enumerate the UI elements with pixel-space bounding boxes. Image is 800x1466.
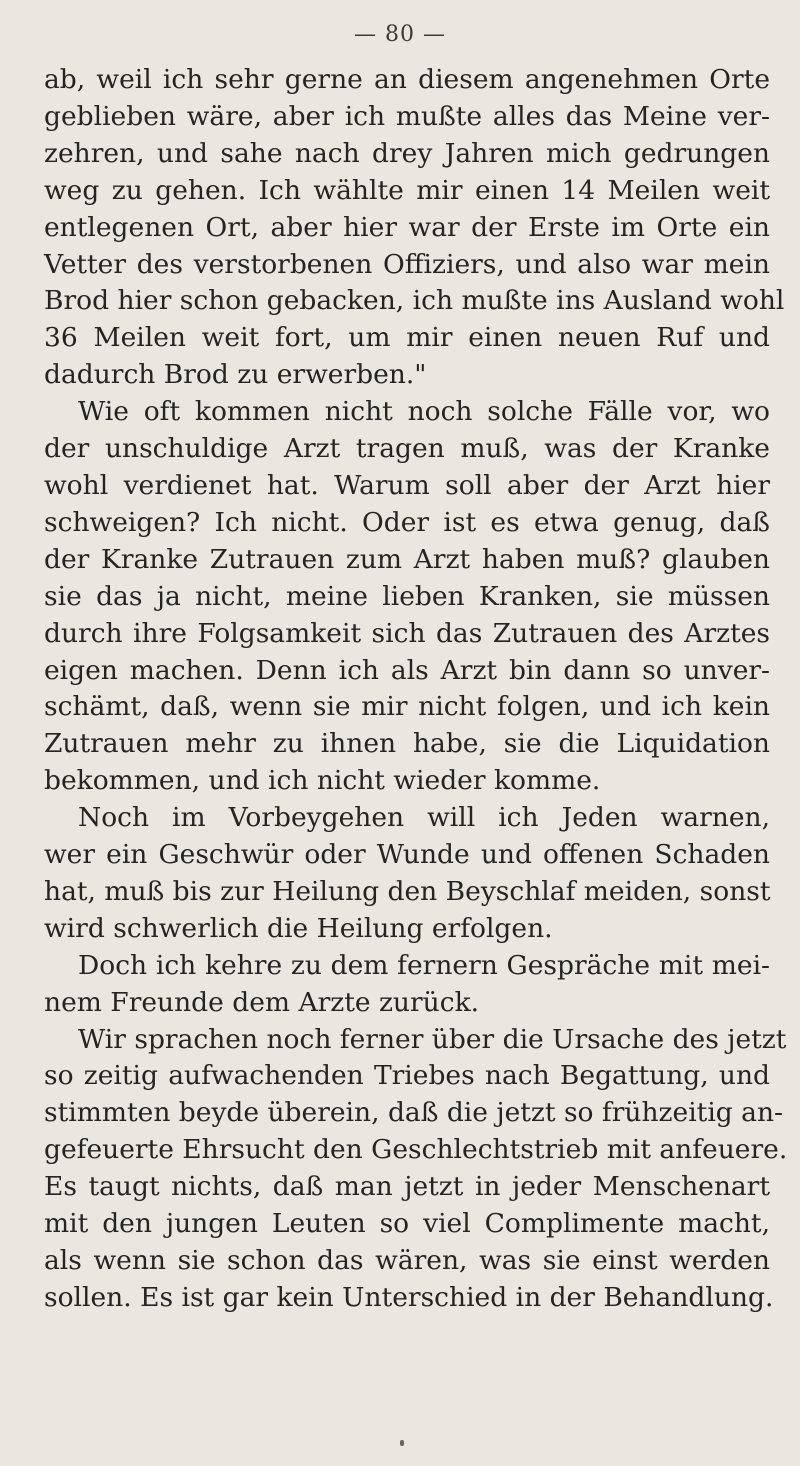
text-line: dadurch Brod zu erwerben."	[44, 359, 427, 391]
text-line: nem Freunde dem Arzte zurück.	[44, 986, 480, 1018]
text-line: weg zu gehen. Ich wählte mir einen 14 Meilen weit	[44, 174, 770, 206]
text-line: gefeuerte Ehrsucht den Geschlechtstrieb mit anfeuere.	[44, 1134, 788, 1166]
text-line: stimmten beyde überein, daß die jetzt so frühzeitig an-	[44, 1097, 783, 1129]
text-line: durch ihre Folgsamkeit sich das Zutrauen des Arztes	[44, 617, 770, 649]
text-line: zehren, und sahe nach drey Jahren mich gedrungen	[44, 137, 770, 169]
text-line: ab, weil ich sehr gerne an diesem angenehmen Orte	[44, 64, 770, 95]
text-line: der unschuldige Arzt tragen muß, was der Kranke	[44, 433, 770, 465]
text-line: Wie oft kommen nicht noch solche Fälle vor, wo	[78, 396, 770, 428]
text-line: Brod hier schon gebacken, ich mußte ins Ausland wohl	[44, 285, 785, 317]
text-line: schämt, daß, wenn sie mir nicht folgen, und ich kein	[44, 691, 770, 723]
text-line: Es taugt nichts, daß man jetzt in jeder Menschenart	[44, 1171, 770, 1203]
text-line: Vetter des verstorbenen Offiziers, und also war mein	[44, 248, 770, 280]
text-line: eigen machen. Denn ich als Arzt bin dann so unver-	[44, 654, 770, 686]
text-line: Noch im Vorbeygehen will ich Jeden warnen,	[78, 802, 770, 834]
text-line: Wir sprachen noch ferner über die Ursache des jetzt	[78, 1023, 787, 1055]
text-line: mit den jungen Leuten so viel Complimente macht,	[44, 1208, 770, 1240]
text-line: sie das ja nicht, meine lieben Kranken, sie müssen	[44, 580, 770, 612]
text-line: wohl verdienet hat. Warum soll aber der Arzt hier	[44, 469, 770, 501]
ink-speck	[400, 1440, 404, 1446]
text-line: wird schwerlich die Heilung erfolgen.	[44, 912, 553, 944]
page-body-text	[44, 62, 788, 1317]
text-line: bekommen, und ich nicht wieder komme.	[44, 765, 601, 797]
text-line: geblieben wäre, aber ich mußte alles das Meine ver-	[44, 100, 770, 132]
text-line: Doch ich kehre zu dem fernern Gespräche mit mei-	[78, 949, 770, 981]
text-line: schweigen? Ich nicht. Oder ist es etwa genug, daß	[44, 506, 770, 538]
page-number-header: — 80 —	[354, 22, 446, 47]
text-line: so zeitig aufwachenden Triebes nach Begattung, und	[44, 1060, 770, 1092]
text-line: wer ein Geschwür oder Wunde und offenen Schaden	[44, 839, 770, 871]
text-line: 36 Meilen weit fort, um mir einen neuen Ruf und	[44, 322, 770, 354]
text-line: entlegenen Ort, aber hier war der Erste im Orte ein	[44, 211, 770, 243]
text-line: der Kranke Zutrauen zum Arzt haben muß? glauben	[44, 543, 770, 575]
text-line: Zutrauen mehr zu ihnen habe, sie die Liquidation	[44, 728, 770, 760]
text-line: als wenn sie schon das wären, was sie einst werden	[44, 1245, 770, 1276]
text-line: hat, muß bis zur Heilung den Beyschlaf meiden, sonst	[44, 875, 771, 907]
text-line: sollen. Es ist gar kein Unterschied in der Behandlung.	[44, 1281, 774, 1313]
